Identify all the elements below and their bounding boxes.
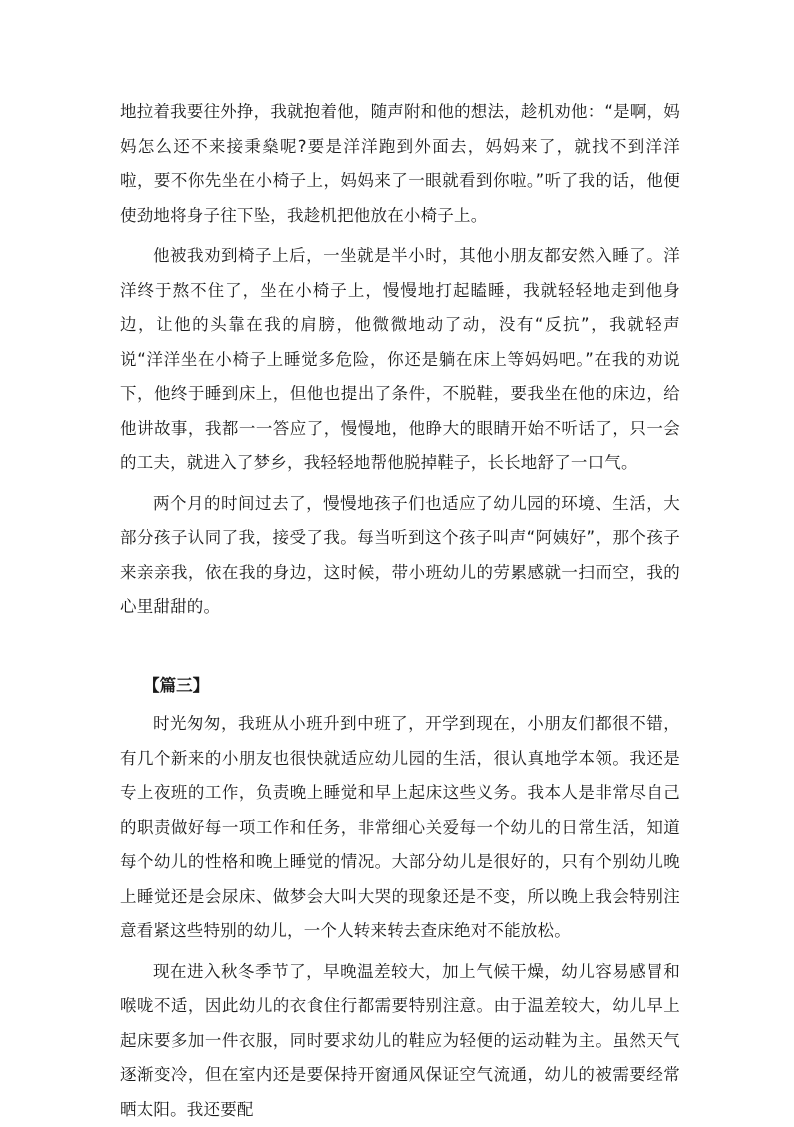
body-paragraph: 他被我劝到椅子上后，一坐就是半小时，其他小朋友都安然入睡了。洋洋终于熬不住了，坐在小椅子上，慢慢地打起瞌睡，我就轻轻地走到他身边，让他的头靠在我的肩膀，他微微地动了动，没有“反抗”，我就轻声说“洋洋坐在小椅子上睡觉多危险，你还是躺在床上等妈妈吧。”在我的劝说下，他终于睡到床上，但他也提出了条件，不脱鞋，要我坐在他的床边，给他讲故事，我都一一答应了，慢慢地，他睁大的眼睛开始不听话了，只一会的工夫，就进入了梦乡，我轻轻地帮他脱掉鞋子，长长地舒了一口气。 (120, 239, 680, 481)
section-heading: 【篇三】 (120, 669, 680, 704)
document-body (120, 95, 680, 1127)
continued-paragraph: 地拉着我要往外挣，我就抱着他，随声附和他的想法，趁机劝他：“是啊，妈妈怎么还不来接秉燊呢?要是洋洋跑到外面去，妈妈来了，就找不到洋洋啦，要不你先坐在小椅子上，妈妈来了一眼就看到你啦。”听了我的话，他便使劲地将身子往下坠，我趁机把他放在小椅子上。 (120, 95, 680, 233)
body-paragraph: 两个月的时间过去了，慢慢地孩子们也适应了幼儿园的环境、生活，大部分孩子认同了我，接受了我。每当听到这个孩子叫声“阿姨好”，那个孩子来亲亲我，依在我的身边，这时候，带小班幼儿的劳累感就一扫而空，我的心里甜甜的。 (120, 487, 680, 625)
body-paragraph: 现在进入秋冬季节了，早晚温差较大，加上气候干燥，幼儿容易感冒和喉咙不适，因此幼儿的衣食住行都需要特别注意。由于温差较大，幼儿早上起床要多加一件衣服，同时要求幼儿的鞋应为轻便的运动鞋为主。虽然天气逐渐变冷，但在室内还是要保持开窗通风保证空气流通，幼儿的被需要经常晒太阳。我还要配 (120, 955, 680, 1127)
body-paragraph: 时光匆匆，我班从小班升到中班了，开学到现在，小朋友们都很不错，有几个新来的小朋友也很快就适应幼儿园的生活，很认真地学本领。我还是专上夜班的工作，负责晚上睡觉和早上起床这些义务。我本人是非常尽自己的职责做好每一项工作和任务，非常细心关爱每一个幼儿的日常生活，知道每个幼儿的性格和晚上睡觉的情况。大部分幼儿是很好的，只有个别幼儿晚上睡觉还是会尿床、做梦会大叫大哭的现象还是不变，所以晚上我会特别注意看紧这些特别的幼儿，一个人转来转去查床绝对不能放松。 (120, 707, 680, 949)
